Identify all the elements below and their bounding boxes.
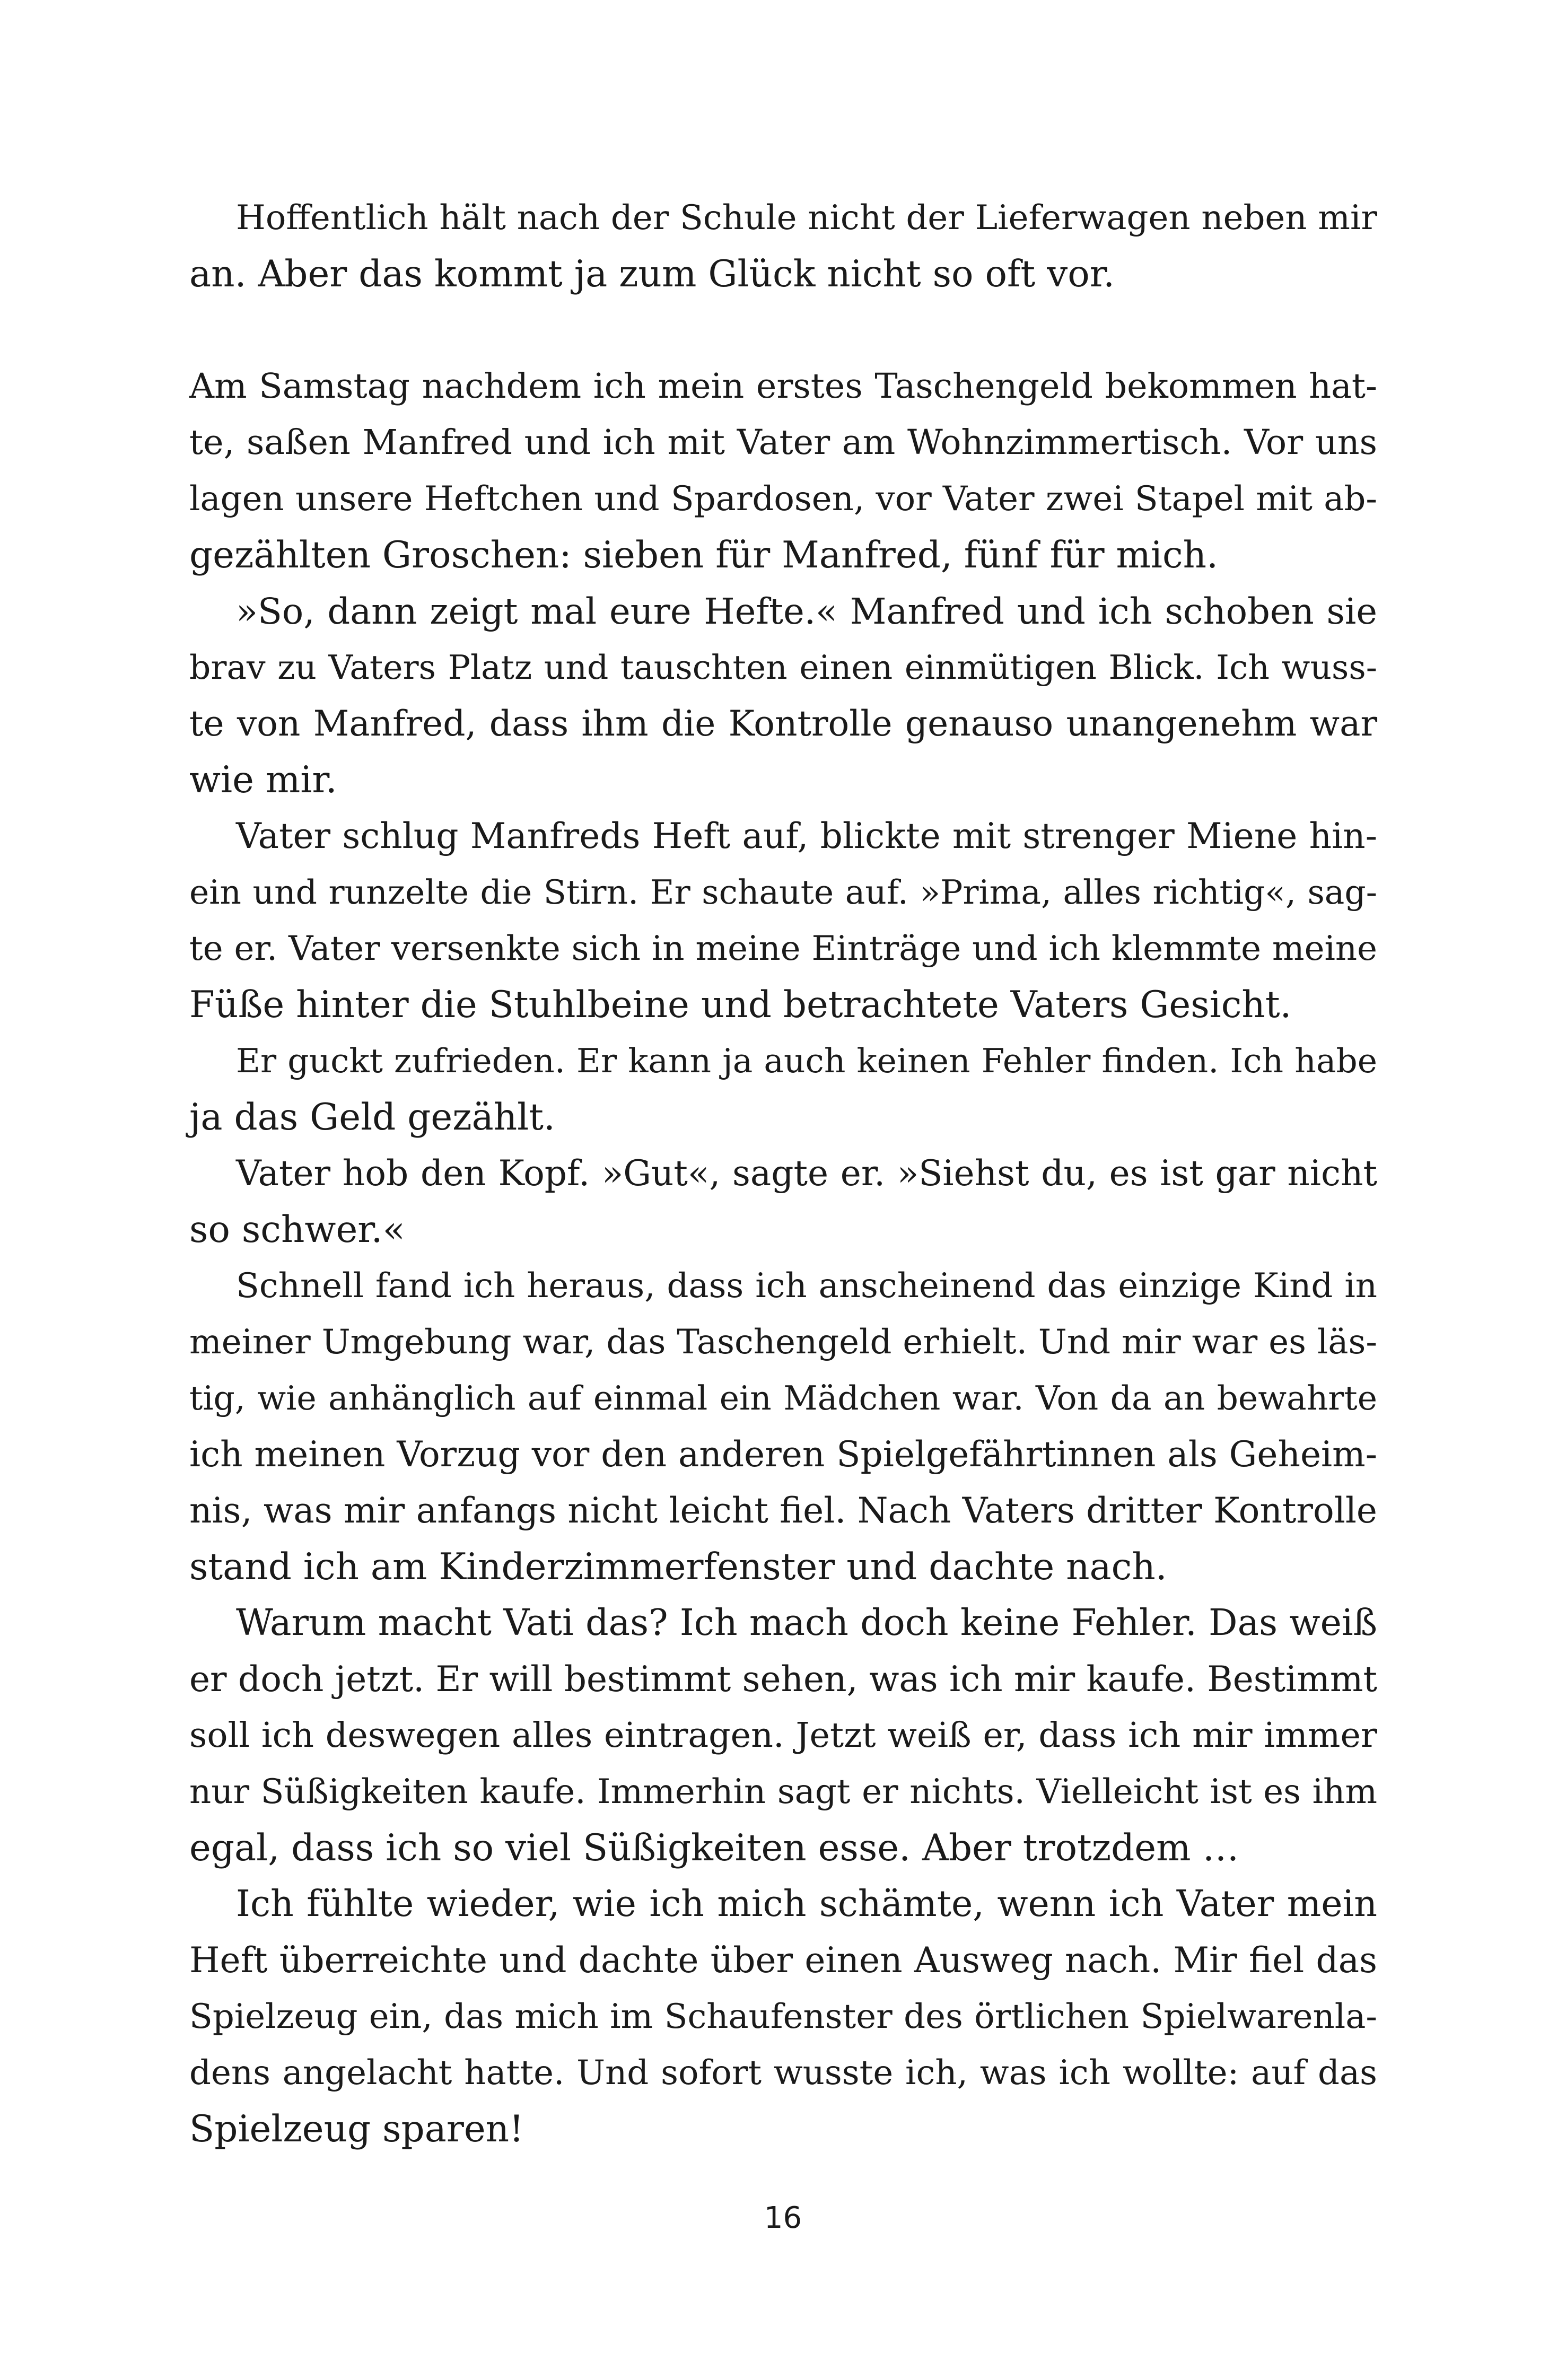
text-line: Ich fühlte wieder, wie ich mich schämte, wenn ich Vater mein bbox=[236, 1883, 1377, 1925]
paragraph bbox=[189, 1876, 1377, 2157]
text-line: nis, was mir anfangs nicht leicht fiel. Nach Vaters dritter Kontrolle bbox=[189, 1490, 1377, 1531]
text-line: ich meinen Vorzug vor den anderen Spielgefährtinnen als Geheim- bbox=[189, 1434, 1377, 1475]
paragraph bbox=[189, 358, 1377, 583]
text-line: »So, dann zeigt mal eure Hefte.« Manfred und ich schoben sie bbox=[236, 591, 1377, 632]
text-line: Warum macht Vati das? Ich mach doch keine Fehler. Das weiß bbox=[236, 1602, 1377, 1644]
text-line: gezählten Groschen: sieben für Manfred, fünf für mich. bbox=[189, 534, 1219, 576]
text-line: Vater hob den Kopf. »Gut«, sagte er. »Siehst du, es ist gar nicht bbox=[236, 1153, 1377, 1194]
paragraph bbox=[189, 583, 1377, 808]
text-line: wie mir. bbox=[189, 759, 337, 801]
text-line: nur Süßigkeiten kaufe. Immerhin sagt er nichts. Vielleicht ist es ihm bbox=[189, 1772, 1377, 1812]
text-line: brav zu Vaters Platz und tauschten einen einmütigen Blick. Ich wuss- bbox=[189, 648, 1377, 687]
body-text bbox=[189, 190, 1377, 2157]
paragraph bbox=[189, 190, 1377, 302]
text-line: te, saßen Manfred und ich mit Vater am Wohnzimmertisch. Vor uns bbox=[189, 423, 1377, 462]
text-line: soll ich deswegen alles eintragen. Jetzt weiß er, dass ich mir immer bbox=[189, 1716, 1377, 1755]
text-line: ein und runzelte die Stirn. Er schaute auf. »Prima, alles richtig«, sag- bbox=[189, 873, 1377, 912]
text-line: Heft überreichte und dachte über einen Ausweg nach. Mir fiel das bbox=[189, 1940, 1377, 1981]
text-line: Hoffentlich hält nach der Schule nicht der Lieferwagen neben mir bbox=[236, 198, 1377, 238]
paragraph bbox=[189, 1145, 1377, 1258]
text-line: an. Aber das kommt ja zum Glück nicht so oft vor. bbox=[189, 253, 1115, 295]
text-line: Er guckt zufrieden. Er kann ja auch keinen Fehler finden. Ich habe bbox=[236, 1042, 1377, 1080]
text-line: Vater schlug Manfreds Heft auf, blickte mit strenger Miene hin- bbox=[236, 816, 1377, 856]
text-line: Füße hinter die Stuhlbeine und betrachtete Vaters Gesicht. bbox=[189, 984, 1292, 1026]
text-line: te er. Vater versenkte sich in meine Einträge und ich klemmte meine bbox=[189, 929, 1377, 968]
text-line: so schwer.« bbox=[189, 1209, 405, 1251]
text-line: stand ich am Kinderzimmerfenster und dachte nach. bbox=[189, 1546, 1167, 1588]
paragraph bbox=[189, 1258, 1377, 1595]
page-number: 16 bbox=[764, 2201, 802, 2235]
paragraph bbox=[189, 808, 1377, 1033]
paragraph bbox=[189, 1595, 1377, 1876]
text-line: ja das Geld gezählt. bbox=[189, 1096, 555, 1139]
text-line: tig, wie anhänglich auf einmal ein Mädchen war. Von da an bewahrte bbox=[189, 1379, 1377, 1418]
text-line: Schnell fand ich heraus, dass ich anscheinend das einzige Kind in bbox=[236, 1266, 1377, 1306]
text-line: lagen unsere Heftchen und Spardosen, vor Vater zwei Stapel mit ab- bbox=[189, 479, 1377, 519]
text-line: Spielzeug sparen! bbox=[189, 2108, 524, 2150]
text-line: Am Samstag nachdem ich mein erstes Taschengeld bekommen hat- bbox=[189, 366, 1377, 406]
text-line: meiner Umgebung war, das Taschengeld erhielt. Und mir war es läs- bbox=[189, 1323, 1377, 1362]
paragraph bbox=[189, 1033, 1377, 1145]
text-line: te von Manfred, dass ihm die Kontrolle genauso unangenehm war bbox=[189, 703, 1377, 744]
text-line: dens angelacht hatte. Und sofort wusste ich, was ich wollte: auf das bbox=[189, 2053, 1377, 2093]
text-line: egal, dass ich so viel Süßigkeiten esse. Aber trotzdem … bbox=[189, 1827, 1239, 1869]
text-line: er doch jetzt. Er will bestimmt sehen, was ich mir kaufe. Bestimmt bbox=[189, 1659, 1377, 1700]
section-break bbox=[189, 302, 1377, 358]
text-line: Spielzeug ein, das mich im Schaufenster des örtlichen Spielwarenla- bbox=[189, 1997, 1377, 2036]
